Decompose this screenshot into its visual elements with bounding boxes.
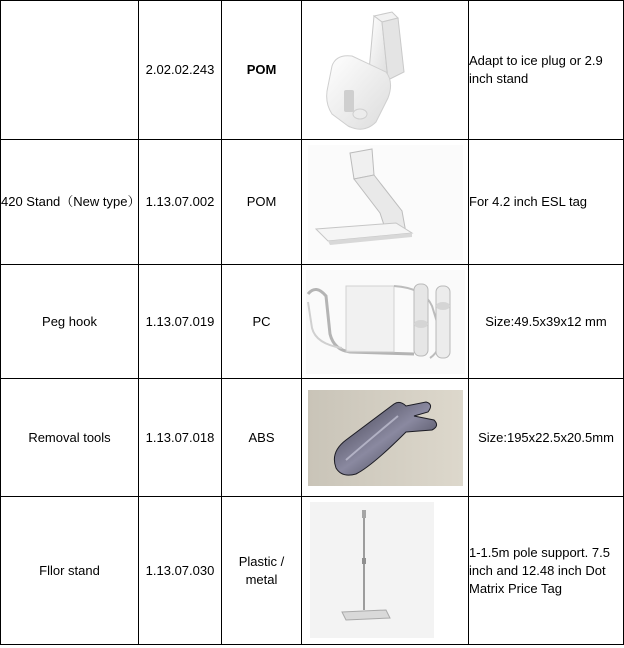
table-row bbox=[1, 379, 624, 497]
product-code-cell: 1.13.07.030 bbox=[139, 497, 222, 645]
product-image-cell bbox=[302, 140, 469, 265]
product-name-cell bbox=[1, 1, 139, 140]
material-cell: Plastic / metal bbox=[222, 497, 302, 645]
material-cell: POM bbox=[222, 1, 302, 140]
material-cell: ABS bbox=[222, 379, 302, 497]
material-cell: POM bbox=[222, 140, 302, 265]
table-row bbox=[1, 265, 624, 379]
product-image-cell bbox=[302, 1, 469, 140]
description-cell: Adapt to ice plug or 2.9 inch stand bbox=[469, 1, 624, 140]
ice-plug-adapter-image bbox=[302, 2, 469, 139]
description-cell: For 4.2 inch ESL tag bbox=[469, 140, 624, 265]
description-cell: 1-1.5m pole support. 7.5 inch and 12.48 inch Dot Matrix Price Tag bbox=[469, 497, 624, 645]
table-row bbox=[1, 497, 624, 645]
product-image-cell bbox=[302, 497, 469, 645]
material-cell: PC bbox=[222, 265, 302, 379]
floor-stand-image bbox=[302, 498, 469, 644]
product-code-cell: 2.02.02.243 bbox=[139, 1, 222, 140]
product-code-cell: 1.13.07.019 bbox=[139, 265, 222, 379]
description-cell: Size:195x22.5x20.5mm bbox=[469, 379, 624, 497]
table-row bbox=[1, 140, 624, 265]
product-name-cell: Fllor stand bbox=[1, 497, 139, 645]
product-name-cell: Removal tools bbox=[1, 379, 139, 497]
product-code-cell: 1.13.07.018 bbox=[139, 379, 222, 497]
product-code-cell: 1.13.07.002 bbox=[139, 140, 222, 265]
removal-tool-image bbox=[302, 380, 469, 496]
product-image-cell bbox=[302, 265, 469, 379]
peg-hook-image bbox=[302, 266, 469, 378]
table-row bbox=[1, 1, 624, 140]
description-cell: Size:49.5x39x12 mm bbox=[469, 265, 624, 379]
product-name-cell: 420 Stand（New type） bbox=[1, 140, 139, 265]
tag-stand-image bbox=[302, 141, 469, 264]
product-name-cell: Peg hook bbox=[1, 265, 139, 379]
product-image-cell bbox=[302, 379, 469, 497]
